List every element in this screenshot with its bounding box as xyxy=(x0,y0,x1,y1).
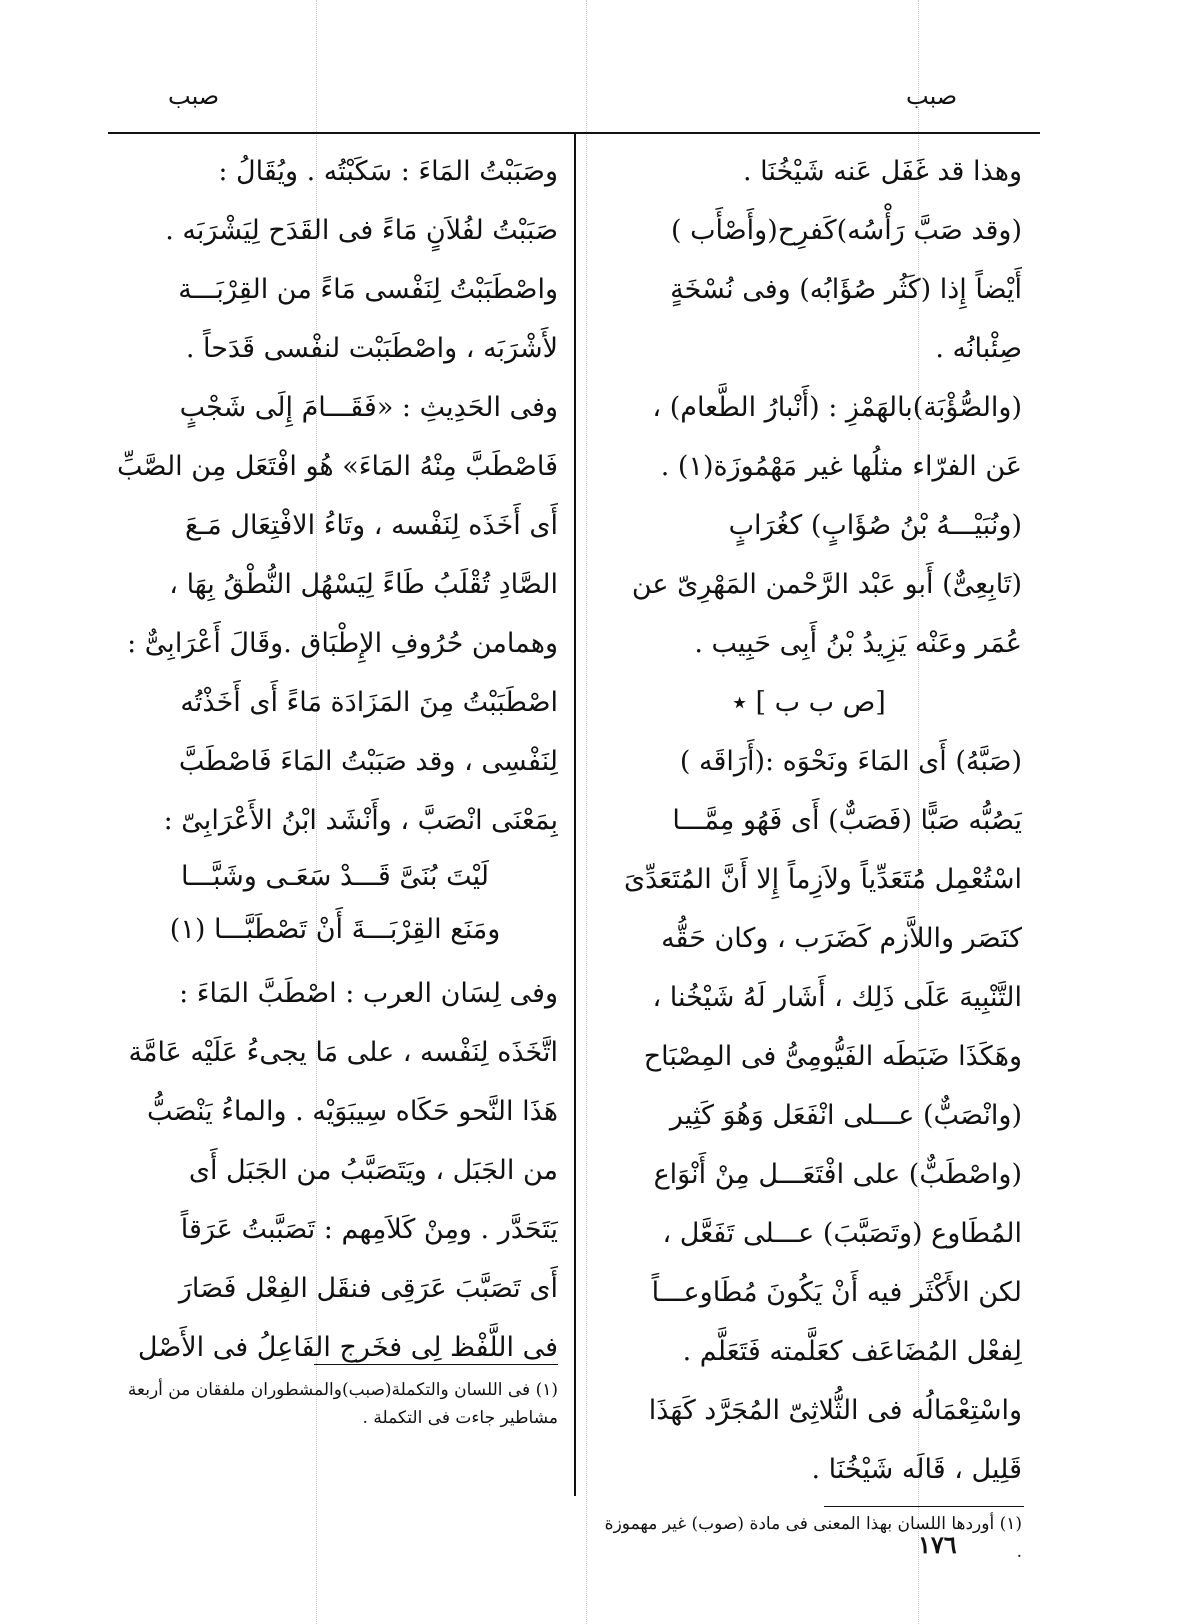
page-number: ١٧٦ xyxy=(918,1530,957,1559)
right-column xyxy=(596,142,1022,1499)
text-line: (وانْصَبٌّ) عـــلى انْفَعَل وَهُوَ كَثِير xyxy=(669,1100,1022,1131)
column-divider xyxy=(574,134,576,1496)
text-line: (واصْطَبٌّ) على افْتَعَـــل مِنْ أَنْوَاع xyxy=(653,1159,1022,1190)
text-line: اتَّخَذَه لِنَفْسه ، على مَا يجىءُ عَلَيْه عَامَّة xyxy=(128,1037,558,1068)
text-line: (وقد صَبَّ رَأْسُه)كَفرِح(وأَصْأَب ) xyxy=(670,215,1022,246)
footnote-rule-left xyxy=(314,1364,558,1365)
text-line: وفى لِسَان العرب : اصْطَبَّ المَاءَ : xyxy=(179,978,558,1009)
footnote-rule-right xyxy=(824,1506,1024,1507)
text-line: عُمَر وعَنْه يَزِيدُ بْنُ أَبِى حَبِيب . xyxy=(694,628,1022,659)
text-line: اصْطَبَبْتُ مِنَ المَزَادَة مَاءً أَى أَخَذْتُه xyxy=(180,687,558,718)
text-line: لِنَفْسِى ، وقد صَبَبْتُ المَاءَ فَاصْطَبَّ xyxy=(178,746,558,777)
footnote-line: مشاطير جاءت فى التكملة . xyxy=(362,1408,558,1428)
footnote-right: (١) أوردها اللسان بهذا المعنى فى مادة (صوب) غير مهموزة . xyxy=(604,1514,1022,1562)
footnote-line: (١) فى اللسان والتكملة(صبب)والمشطوران ملفقان من أربعة xyxy=(127,1380,558,1400)
text-line: بِمَعْنَى انْصَبَّ ، وأَنْشَد ابْنُ الأَعْرَابِىّ : xyxy=(163,805,558,836)
text-line: (تَابِعِىٌّ) أَبو عَبْد الرَّحْمن المَهْرِىّ عن xyxy=(631,569,1022,600)
text-line: وهذا قد غَفَل عَنه شَيْخُنَا . xyxy=(742,156,1022,187)
text-line: من الجَبَل ، ويَتَصَبَّبُ من الجَبَل أَى xyxy=(188,1155,558,1186)
verse-line: لَيْتَ بُنَىَّ قَـــدْ سَعَـى وشَبَّـــا xyxy=(180,861,490,892)
text-line: وهمامن حُرُوفِ الإِطْبَاق .وقَالَ أَعْرَابِىٌّ : xyxy=(127,628,558,659)
text-line: الصَّادِ تُقْلَبُ طَاءً لِيَسْهُل النُّطْقُ بِهَا ، xyxy=(169,569,558,600)
text-line: وهَكَذَا ضَبَطَه الفَيُّومِىُّ فى المِصْبَاح xyxy=(643,1041,1022,1072)
text-line: أَى تَصَبَّبَ عَرَقِى فنقَل الفِعْل فَصَارَ xyxy=(178,1273,558,1304)
text-line: صَبَبْتُ لفُلاَنٍ مَاءً فى القَدَح لِيَشْرَبَه . xyxy=(165,215,558,246)
running-header-right: صبب xyxy=(906,82,958,110)
text-line: وصَبَبْتُ المَاءَ : سَكَبْتُه . ويُقَالُ : xyxy=(218,156,558,187)
text-line: وفى الحَدِيثِ : «فَقَـــامَ إِلَى شَجْبٍ xyxy=(179,392,558,423)
text-line: أَيْضاً إِذا (كَثُر صُؤَابُه) وفى نُسْخَةٍ xyxy=(670,274,1022,305)
left-column xyxy=(112,142,558,1377)
text-line: واسْتِعْمَالُه فى الثُّلاثِىّ المُجَرَّد كَهَذَا xyxy=(648,1395,1022,1426)
running-header-left: صبب xyxy=(168,82,220,110)
text-line: (ونُبَيْـــهُ بْنُ صُؤَابٍ) كغُرَابٍ xyxy=(728,510,1022,541)
text-line: المُطَاوع (وتَصَبَّبَ) عـــلى تَفَعَّل ، xyxy=(662,1218,1022,1249)
text-line: يَتَحَدَّر . ومِنْ كَلاَمِهم : تَصَبَّبتُ عَرَقاً xyxy=(180,1214,558,1245)
text-line: لِفعْل المُضَاعَف كعَلَّمته فَتَعَلَّم . xyxy=(682,1336,1022,1367)
text-line: عَن الفرّاء مثلُها غير مَهْمُوزَة(١) . xyxy=(660,451,1022,482)
text-line: أَى أَخَذَه لِنَفْسه ، وتَاءُ الافْتِعَال مَـعَ xyxy=(185,510,558,541)
text-line: قَلِيل ، قَالَه شَيْخُنَا . xyxy=(811,1454,1022,1485)
text-line: فَاصْطَبَّ مِنْهُ المَاءَ» هُو افْتَعَل مِن الصَّبِّ xyxy=(117,451,558,482)
text-line: التَّنْبِيهَ عَلَى ذَلِك ، أَشَار لَهُ شَيْخُنا ، xyxy=(652,982,1022,1013)
verse-line: ومَنَع القِرْبَـــةَ أَنْ تَصْطَبَّـــا (١) xyxy=(169,914,501,945)
text-line: (صَبَّهُ) أَى المَاءَ ونَحْوَه :(أَرَاقَه ) xyxy=(679,746,1022,777)
text-line: لكن الأَكْثَر فيه أَنْ يَكُونَ مُطَاوعـــاً xyxy=(651,1277,1022,1308)
text-line: فى اللَّفْظ لِى فخَرج الفَاعِلُ فى الأَصْل xyxy=(137,1332,558,1363)
text-line: واصْطَبَبْتُ لِنَفْسى مَاءً من القِرْبَـــة xyxy=(178,274,558,305)
text-line: هَذَا النَّحو حَكَاه سِيبَوَيْه . والماءُ يَنْصَبُّ xyxy=(147,1096,558,1127)
verse-spacer xyxy=(112,956,558,964)
text-line: (والصُّؤْبَة)بالهَمْزِ : (أَنْبارُ الطَّعام) ، xyxy=(652,392,1022,423)
text-line: يَصُبُّه صَبًّا (فَصَبٌّ) أَى فَهُو مِمَّـــا xyxy=(672,805,1022,836)
text-line: صِئْبانُه . xyxy=(935,333,1022,364)
scan-guide-line xyxy=(586,0,587,1624)
text-line: لأَشْرَبَه ، واصْطَبَبْت لنفْسى قَدَحاً . xyxy=(185,333,558,364)
text-line: اسْتُعْمِل مُتَعَدِّياً ولاَزِماً إِلا أَنَّ المُتَعَدِّىَ xyxy=(623,864,1022,895)
entry-heading: [ص ب ب ] ٭ xyxy=(732,687,886,718)
footnote-left xyxy=(112,1376,558,1432)
text-line: كنَصَر واللاَّزم كَضَرَب ، وكان حَقُّه xyxy=(661,923,1022,954)
